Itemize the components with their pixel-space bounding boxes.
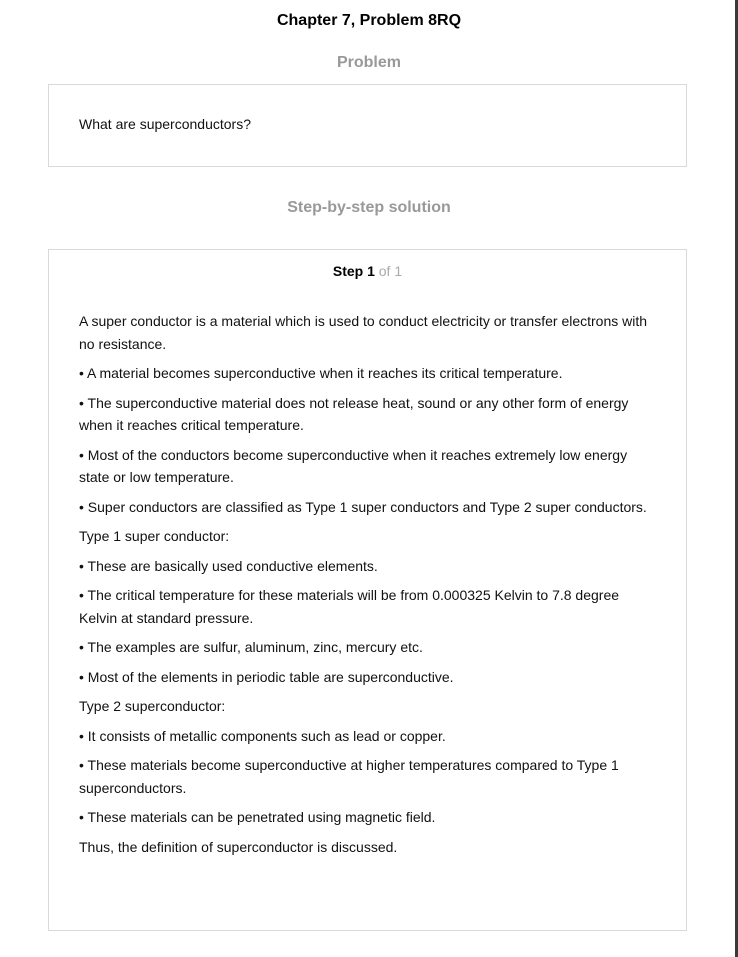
solution-paragraph: • These materials can be penetrated using magnetic field. [79,809,436,825]
problem-heading: Problem [336,54,401,71]
solution-paragraph: • A material becomes superconductive when it reaches its critical temperature. [79,365,563,381]
solution-paragraph: • Most of the conductors become superconductive when it reaches extremely low energy state or low temperature. [79,446,628,485]
solution-box [48,249,687,931]
step-label: Step 1 [332,263,375,279]
solution-paragraph: • It consists of metallic components such as lead or copper. [79,727,446,744]
solution-heading: Step-by-step solution [287,199,451,216]
solution-subheading: Type 1 super conductor: [79,528,230,544]
step-count: of 1 [378,263,403,279]
problem-box [48,84,687,167]
solution-paragraph: • The examples are sulfur, aluminum, zinc, mercury etc. [79,639,423,655]
solution-paragraph: • Super conductors are classified as Type 1 super conductors and Type 2 super conductors. [79,498,647,515]
solution-paragraph: A super conductor is a material which is used to conduct electricity or transfer electrons with no resistance. [79,313,648,352]
solution-paragraph: • These materials become superconductive at higher temperatures compared to Type 1 superconductors. [79,757,619,796]
solution-conclusion: Thus, the definition of superconductor is discussed. [79,838,398,855]
page-title: Chapter 7, Problem 8RQ [276,12,462,29]
step-header [49,263,686,279]
solution-subheading: Type 2 superconductor: [79,698,226,714]
solution-paragraph: • The superconductive material does not release heat, sound or any other form of energy when it reaches critical temperature. [79,394,629,433]
solution-paragraph: • These are basically used conductive elements. [79,557,378,574]
step-body [79,310,661,865]
solution-paragraph: • Most of the elements in periodic table are superconductive. [79,668,454,685]
solution-paragraph: • The critical temperature for these materials will be from 0.000325 Kelvin to 7.8 degree Kelvin at standard pressure. [79,587,620,626]
problem-text: What are superconductors? [79,116,251,132]
